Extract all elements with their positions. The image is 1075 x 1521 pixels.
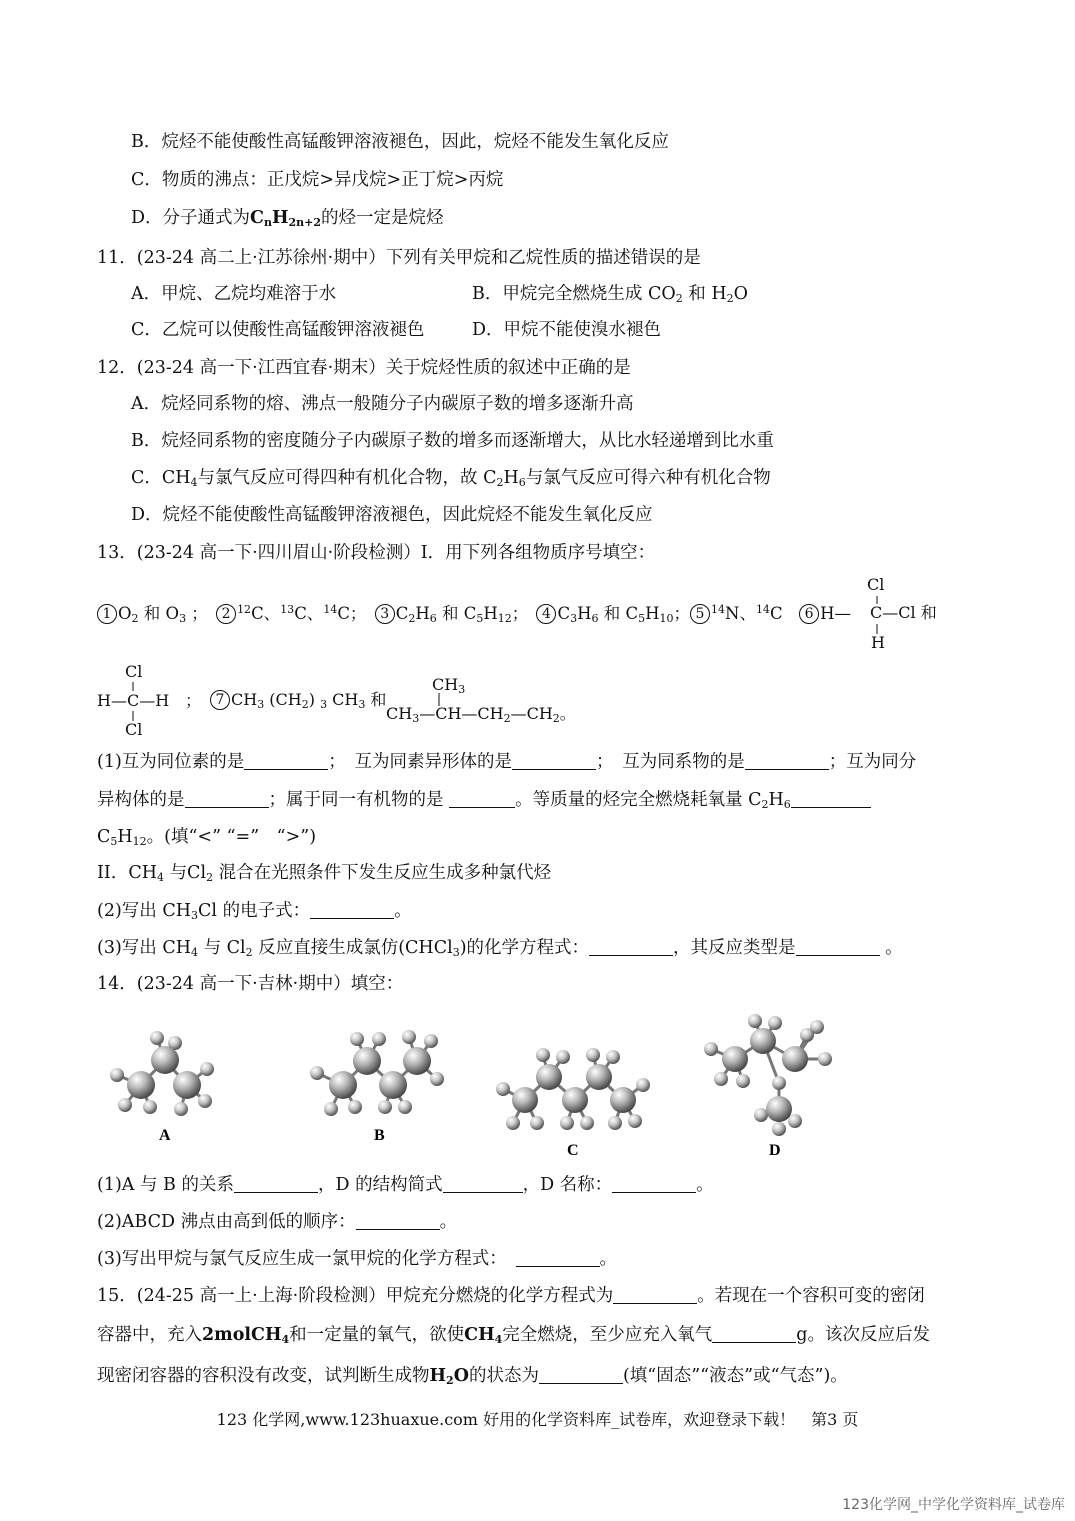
q13-part1-line1: (1)互为同位素的是 ； 互为同素异形体的是 ； 互为同系物的是 ；互为同分 (97, 752, 917, 772)
item6-bonds (874, 594, 880, 636)
item6b-bottom-cl: Cl (125, 720, 143, 739)
item6b-top-cl: Cl (125, 662, 143, 681)
item7-branch-ch3: $CH_3$ (432, 675, 466, 696)
item6b-bonds (130, 680, 136, 724)
q14-q1: (1)A 与 B 的关系 ，D 的结构简式 ，D 名称： 。 (97, 1175, 714, 1195)
q11-stem: 11．(23-24 高二上·江苏徐州·期中）下列有关甲烷和乙烷性质的描述错误的是 (97, 248, 701, 268)
q13-q2: (2)写出 $CH_3Cl$ 的电子式： 。 (97, 901, 412, 922)
q10-option-b: B．烷烃不能使酸性高锰酸钾溶液褪色，因此，烷烃不能发生氧化反应 (131, 132, 669, 152)
q15-line1: 15．(24-25 高一上·上海·阶段检测）甲烷充分燃烧的化学方程式为 。若现在一个容积可变的密闭 (97, 1286, 925, 1306)
item6b-row: H—C—H ； (97, 691, 202, 710)
model-c-atoms (496, 1048, 650, 1130)
label-a: A (159, 1127, 171, 1144)
q13-part1-line3: $C_5H_{12}$。(填“<” “=” “>”) (97, 827, 317, 848)
q13-part2-stem: II．$CH_4$ 与$Cl_2$ 混合在光照条件下发生反应生成多种氯代烃 (97, 863, 552, 884)
site-watermark: 123化学网_中学化学资料库_试卷库 (842, 1497, 1065, 1513)
item6-bottom-h: H (871, 633, 885, 652)
q14-stem: 14．(23-24 高一下·吉林·期中）填空： (97, 974, 404, 994)
q12-option-b: B．烷烃同系物的密度随分子内碳原子数的增多而逐渐增大，从比水轻递增到比水重 (131, 431, 774, 451)
q13-items-row1: 1 $O_2$ 和 $O_3$ ； 2 $^{12}$C、$^{13}$C、$^{14}$C； 3 $C_2H_6$ 和 $C_5H_{12}$； 4 $C_3H_6$ 和 $C_5H_{10}$； 5 $^{14}$N、$^{14}$C 6 H— (97, 602, 851, 626)
item6-center-c: C—Cl 和 (870, 603, 937, 622)
q15-line3: 现密闭容器的容积没有改变，试判断生成物$H_2O$的状态为 (填“固态”“液态”或“气态”)。 (97, 1366, 848, 1387)
q10-option-d: D．分子通式为$C_nH_{2n+2}$的烃一定是烷烃 (131, 208, 444, 229)
q12-option-d: D．烷烃不能使酸性高锰酸钾溶液褪色，因此烷烃不能发生氧化反应 (131, 505, 653, 525)
q12-option-a: A．烷烃同系物的熔、沸点一般随分子内碳原子数的增多逐渐升高 (131, 394, 634, 414)
q11-option-c: C．乙烷可以使酸性高锰酸钾溶液褪色 (131, 320, 425, 340)
q12-option-c: C．$CH_4$与氯气反应可得四种有机化合物，故 $C_2H_6$与氯气反应可得六种有机化合物 (131, 468, 771, 489)
item7-formula: 7 $CH_3$ $(CH_2)$ $_3$ $CH_3$ 和 (210, 690, 386, 710)
q13-stem: 13．(23-24 高一下·四川眉山·阶段检测）I．用下列各组物质序号填空： (97, 543, 656, 563)
label-b: B (374, 1127, 385, 1144)
item7-bond (436, 692, 442, 708)
q11-option-a: A．甲烷、乙烷均难溶于水 (131, 284, 337, 304)
q14-q2: (2)ABCD 沸点由高到低的顺序： 。 (97, 1212, 458, 1232)
ball-stick-models (95, 1005, 855, 1165)
model-a-atoms (110, 1031, 214, 1116)
q14-q3: (3)写出甲烷与氯气反应生成一氯甲烷的化学方程式： 。 (97, 1249, 618, 1269)
q11-option-b: B．甲烷完全燃烧生成 $CO_2$ 和 $H_2O$ (472, 284, 748, 305)
model-b-atoms (310, 1030, 444, 1116)
q11-option-d: D．甲烷不能使溴水褪色 (472, 320, 662, 340)
item6-top-cl: Cl (867, 575, 885, 594)
label-c: C (567, 1142, 579, 1159)
q15-line2: 容器中，充入2molCH$_4$和一定量的氧气，欲使$CH_4$完全燃烧，至少应充入氧气 g。该次反应后发 (97, 1325, 930, 1346)
q12-stem: 12．(23-24 高一下·江西宜春·期末）关于烷烃性质的叙述中正确的是 (97, 358, 631, 378)
item7-chain: $CH_3—CH—CH_2—CH_2$。 (386, 704, 576, 725)
page-footer: 123 化学网,www.123huaxue.com 好用的化学资料库_试卷库，欢迎登录下载！ 第3 页 (216, 1410, 859, 1429)
q13-part1-line2: 异构体的是 ；属于同一有机物的是 。等质量的烃完全燃烧耗氧量 $C_2H_6$ (97, 788, 871, 812)
q13-q3: (3)写出 $CH_4$ 与 $Cl_2$ 反应直接生成氯仿(CHCl$_3$)的化学方程式： ，其反应类型是 。 (97, 938, 903, 959)
q10-option-c: C．物质的沸点：正戊烷>异戊烷>正丁烷>丙烷 (131, 170, 504, 190)
label-d: D (769, 1142, 781, 1159)
model-d-atoms (704, 1014, 832, 1136)
